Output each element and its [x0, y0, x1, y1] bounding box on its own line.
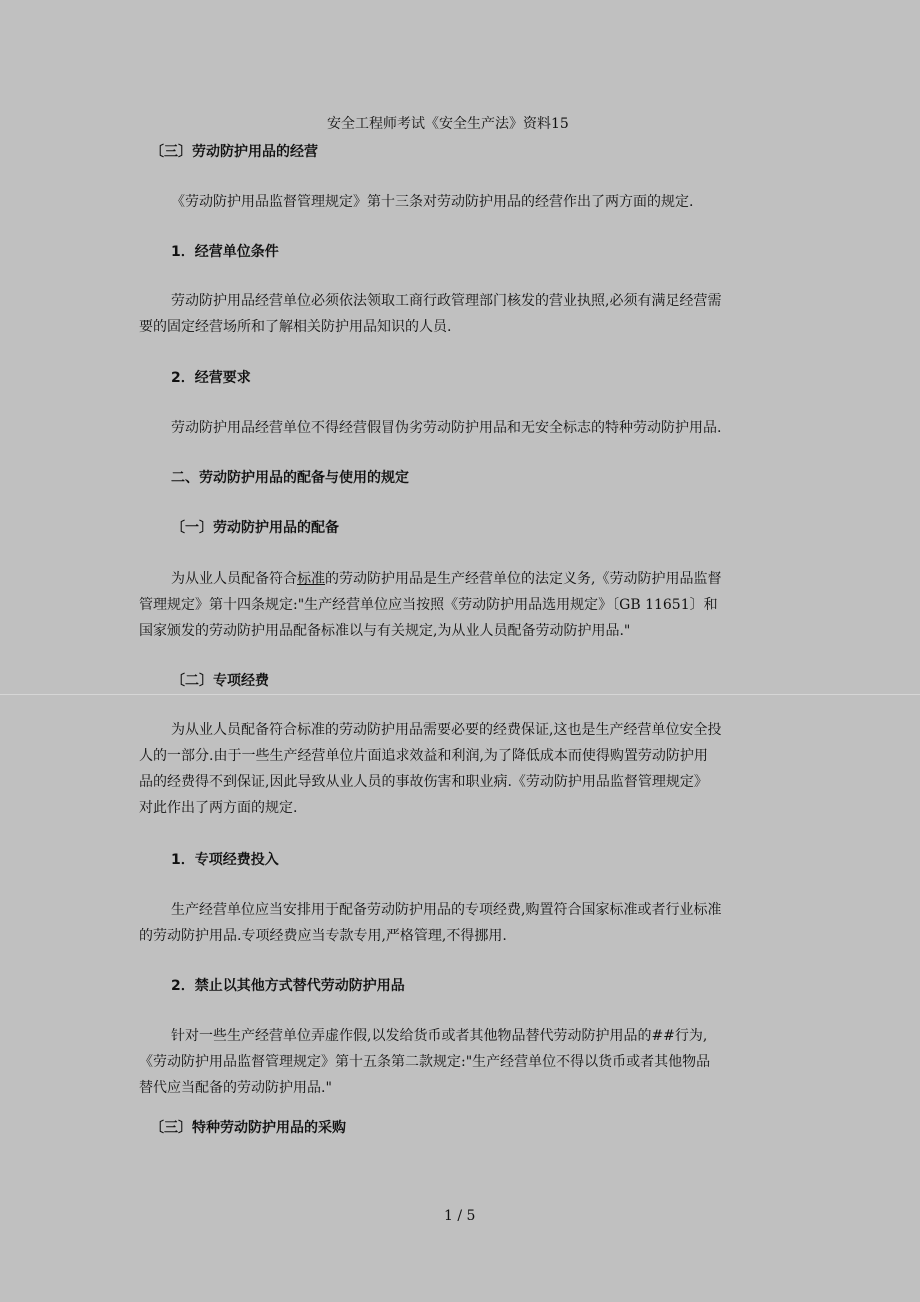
heading-investment: 1．专项经费投入: [171, 852, 279, 868]
page-divider: [0, 694, 920, 695]
text-line: 人的一部分.由于一些生产经营单位片面追求效益和利润,为了降低成本而使得购置劳动防护用: [139, 748, 708, 764]
paragraph-conditions: [139, 288, 782, 340]
heading-purchase: 〔三〕特种劳动防护用品的采购: [150, 1120, 346, 1136]
text-line: 管理规定》第十四条规定:"生产经营单位应当按照《劳动防护用品选用规定》〔GB 11651〕和: [139, 597, 718, 613]
text-line: 为从业人员配备符合标准的劳动防护用品需要必要的经费保证,这也是生产经营单位安全投: [171, 722, 722, 738]
text-line: [139, 566, 782, 592]
text-line: 要的固定经营场所和了解相关防护用品知识的人员.: [139, 319, 452, 335]
paragraph-intro: 《劳动防护用品监督管理规定》第十三条对劳动防护用品的经营作出了两方面的规定.: [171, 194, 694, 210]
heading-requirements: 2．经营要求: [171, 370, 251, 386]
heading-management: 〔三〕劳动防护用品的经营: [150, 144, 318, 160]
text-line: 生产经营单位应当安排用于配备劳动防护用品的专项经费,购置符合国家标准或者行业标准: [171, 902, 722, 918]
text-line: 国家颁发的劳动防护用品配备标准以与有关规定,为从业人员配备劳动防护用品.": [139, 623, 631, 639]
paragraph-investment: [139, 897, 782, 949]
document-title: 安全工程师考试《安全生产法》资料15: [327, 116, 569, 132]
page-number: 1 / 5: [444, 1208, 476, 1224]
standard-link[interactable]: 标准: [297, 571, 325, 587]
heading-equipment: 〔一〕劳动防护用品的配备: [171, 520, 339, 536]
paragraph-requirements: 劳动防护用品经营单位不得经营假冒伪劣劳动防护用品和无安全标志的特种劳动防护用品.: [171, 420, 722, 436]
paragraph-prohibit: [139, 1023, 782, 1101]
text-line: 《劳动防护用品监督管理规定》第十五条第二款规定:"生产经营单位不得以货币或者其他物品: [139, 1054, 711, 1070]
text-line: 的劳动防护用品.专项经费应当专款专用,严格管理,不得挪用.: [139, 928, 507, 944]
heading-prohibit: 2．禁止以其他方式替代劳动防护用品: [171, 978, 405, 994]
text-run: 的劳动防护用品是生产经营单位的法定义务,《劳动防护用品监督: [325, 571, 722, 587]
heading-funds: 〔二〕专项经费: [171, 673, 269, 689]
heading-section-2: 二、劳动防护用品的配备与使用的规定: [171, 470, 409, 486]
paragraph-funds: [139, 717, 782, 821]
heading-conditions: 1．经营单位条件: [171, 244, 279, 260]
text-run: 为从业人员配备符合: [171, 571, 297, 587]
text-line: 替代应当配备的劳动防护用品.": [139, 1080, 332, 1096]
text-line: 劳动防护用品经营单位必须依法领取工商行政管理部门核发的营业执照,必须有满足经营需: [171, 293, 722, 309]
text-line: 对此作出了两方面的规定.: [139, 800, 298, 816]
text-line: 针对一些生产经营单位弄虚作假,以发给货币或者其他物品替代劳动防护用品的##行为,: [171, 1028, 708, 1044]
text-line: 品的经费得不到保证,因此导致从业人员的事故伤害和职业病.《劳动防护用品监督管理规定》: [139, 774, 708, 790]
paragraph-equipment: [139, 566, 782, 644]
